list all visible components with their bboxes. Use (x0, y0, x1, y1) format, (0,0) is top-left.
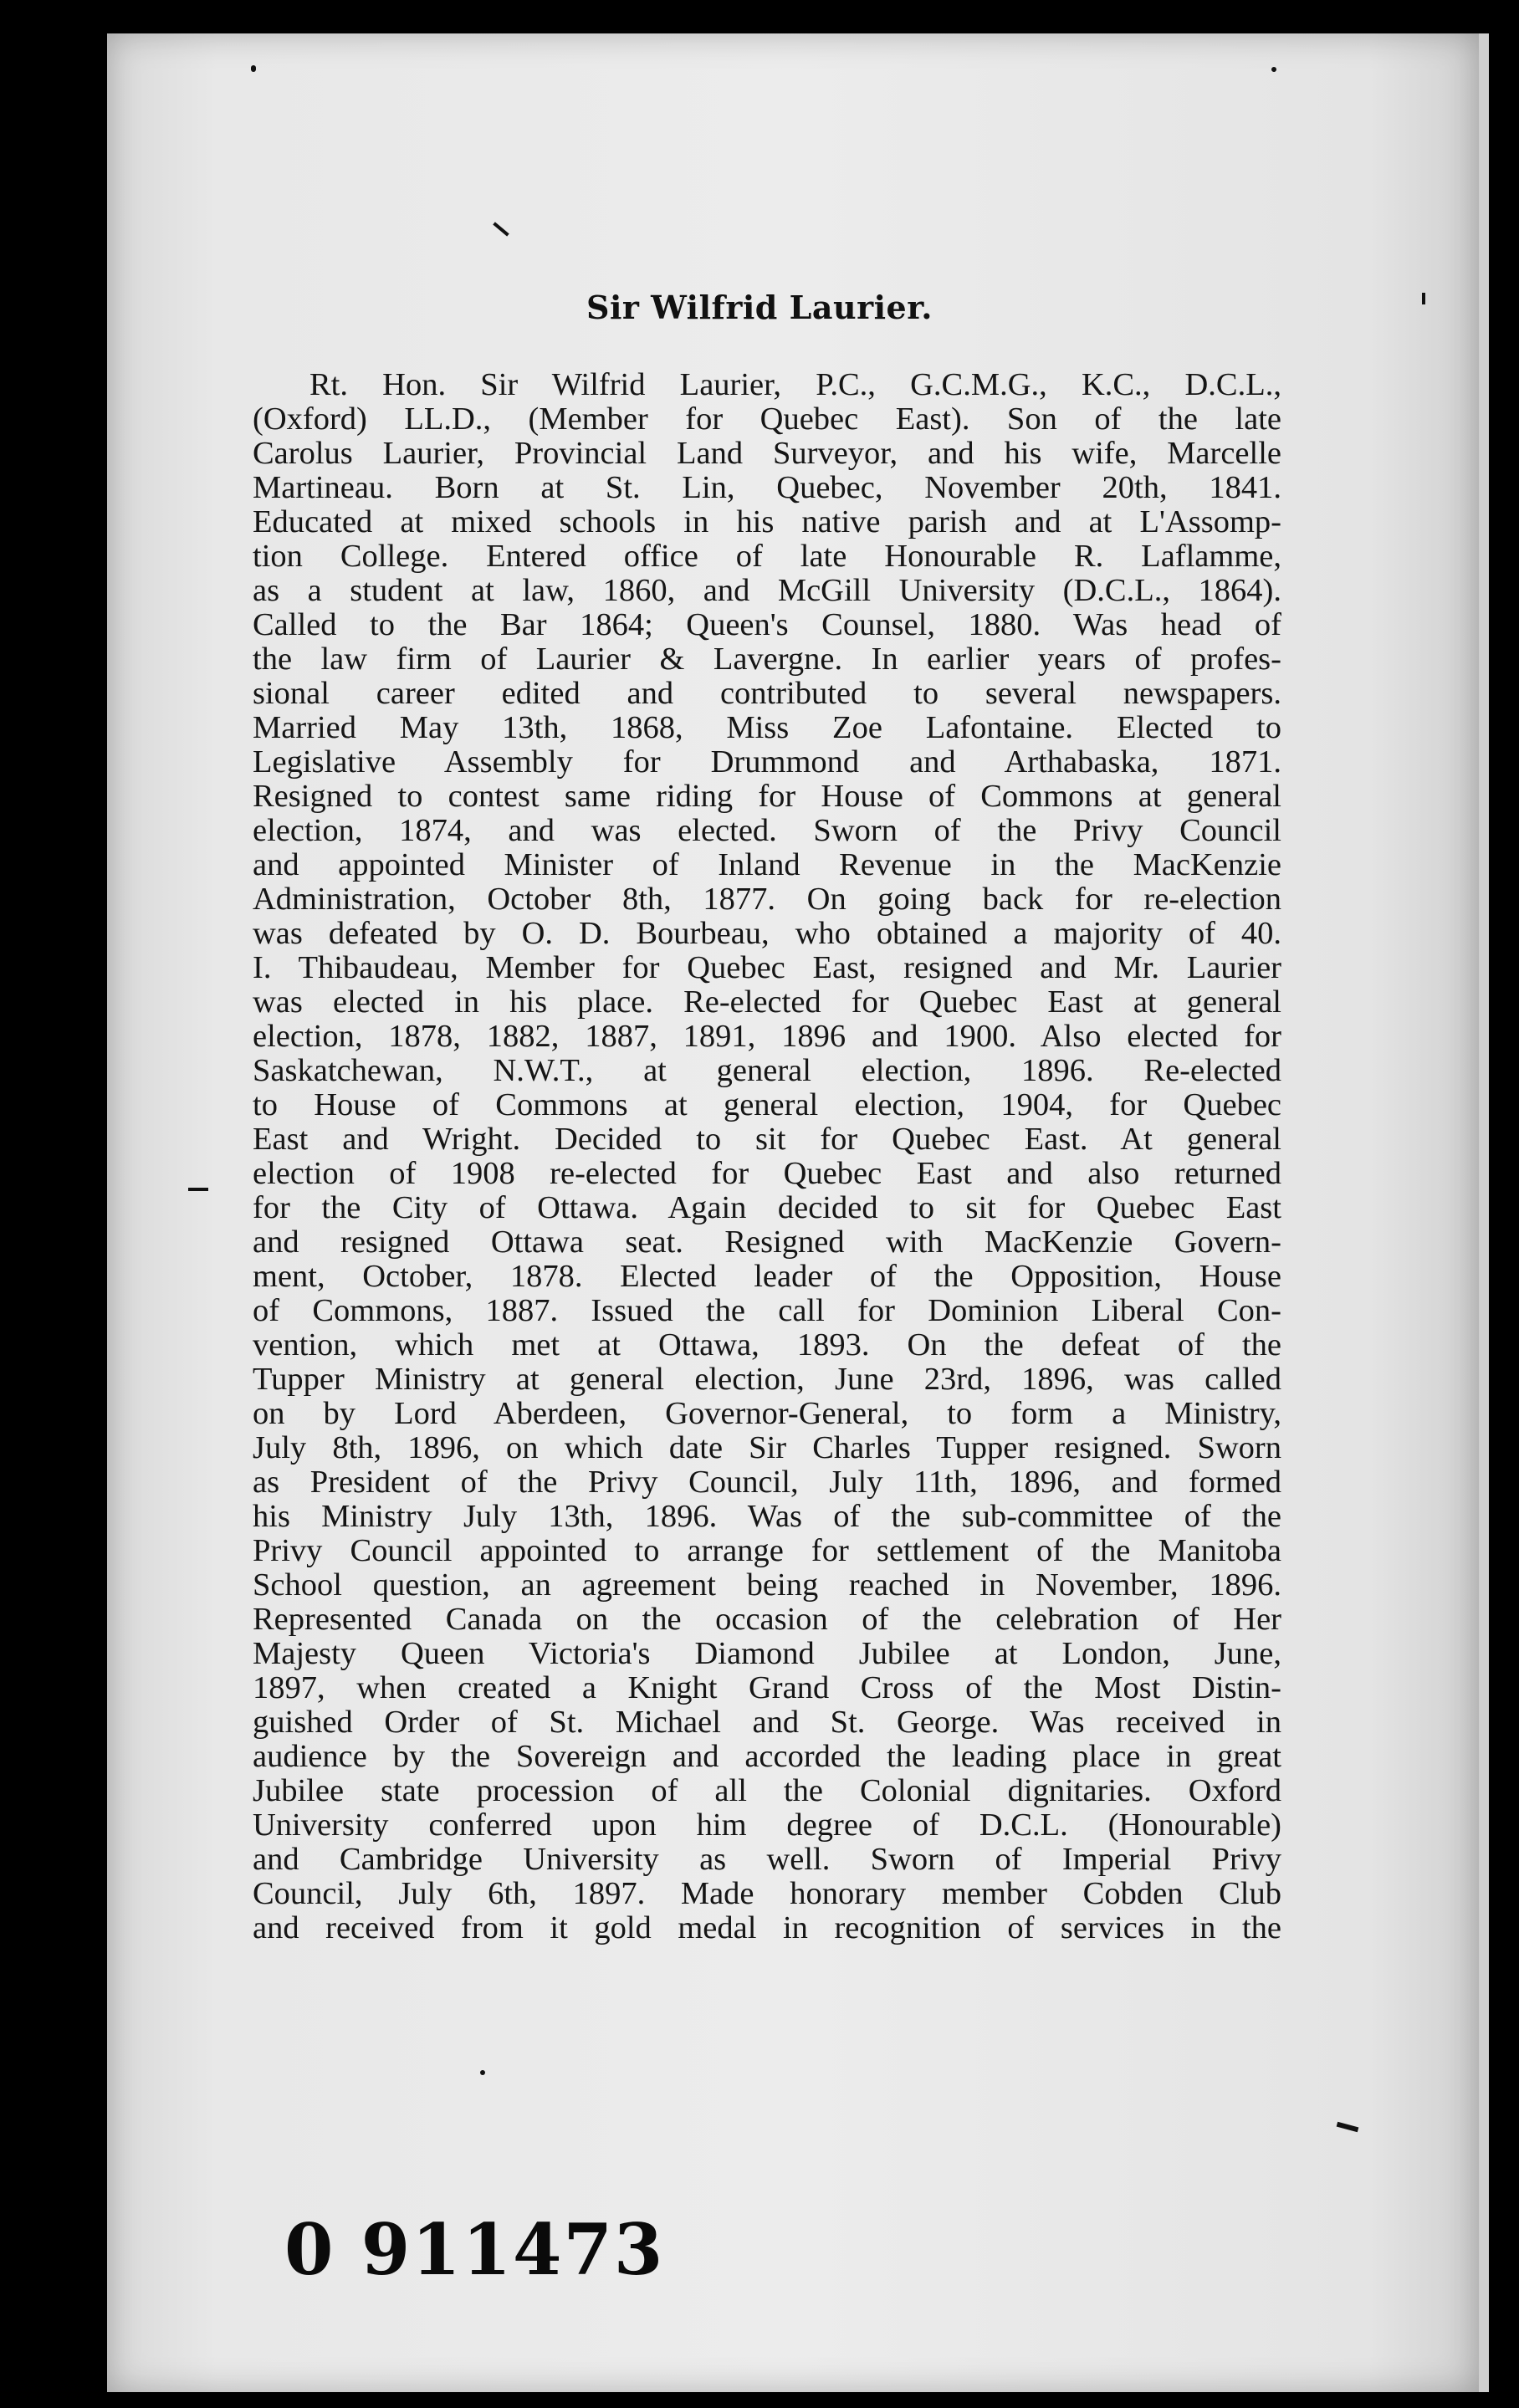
text-line: Called to the Bar 1864; Queen's Counsel, 1880. Was head of (253, 607, 1281, 642)
text-line: the law firm of Laurier & Lavergne. In earlier years of profes- (253, 642, 1281, 677)
text-line: Martineau. Born at St. Lin, Quebec, November 20th, 1841. (253, 470, 1281, 505)
text-line: Majesty Queen Victoria's Diamond Jubilee at London, June, (253, 1636, 1281, 1671)
text-line: School question, an agreement being reached in November, 1896. (253, 1567, 1281, 1603)
text-line: and received from it gold medal in recognition of services in the (253, 1910, 1281, 1945)
text-line: Administration, October 8th, 1877. On going back for re-election (253, 882, 1281, 917)
text-line: Educated at mixed schools in his native parish and at L'Assomp- (253, 504, 1281, 539)
text-line: (Oxford) LL.D., (Member for Quebec East). Son of the late (253, 401, 1281, 437)
text-line: I. Thibaudeau, Member for Quebec East, resigned and Mr. Laurier (253, 950, 1281, 985)
text-line: his Ministry July 13th, 1896. Was of the sub-committee of the (253, 1499, 1281, 1534)
text-line: Resigned to contest same riding for House of Commons at general (253, 779, 1281, 814)
text-line: Privy Council appointed to arrange for settlement of the Manitoba (253, 1533, 1281, 1568)
text-line: ment, October, 1878. Elected leader of the Opposition, House (253, 1259, 1281, 1294)
text-line: election, 1874, and was elected. Sworn of the Privy Council (253, 813, 1281, 848)
text-line: Council, July 6th, 1897. Made honorary member Cobden Club (253, 1876, 1281, 1911)
text-line: tion College. Entered office of late Honourable R. Laflamme, (253, 539, 1281, 574)
biography-paragraph (253, 368, 1281, 1945)
text-line: Legislative Assembly for Drummond and Arthabaska, 1871. (253, 744, 1281, 780)
text-line: was defeated by O. D. Bourbeau, who obtained a majority of 40. (253, 916, 1281, 951)
text-line: East and Wright. Decided to sit for Quebec East. At general (253, 1122, 1281, 1157)
archive-reference-number: 0 911473 (284, 2208, 665, 2291)
text-line: Tupper Ministry at general election, June 23rd, 1896, was called (253, 1362, 1281, 1397)
text-line: Married May 13th, 1868, Miss Zoe Lafontaine. Elected to (253, 710, 1281, 745)
text-line: election, 1878, 1882, 1887, 1891, 1896 and 1900. Also elected for (253, 1019, 1281, 1054)
text-line: was elected in his place. Re-elected for Quebec East at general (253, 984, 1281, 1020)
text-line: 1897, when created a Knight Grand Cross of the Most Distin- (253, 1670, 1281, 1705)
text-line: for the City of Ottawa. Again decided to sit for Quebec East (253, 1190, 1281, 1225)
text-line: July 8th, 1896, on which date Sir Charles Tupper resigned. Sworn (253, 1430, 1281, 1465)
text-line: Saskatchewan, N.W.T., at general election, 1896. Re-elected (253, 1053, 1281, 1088)
text-line: vention, which met at Ottawa, 1893. On the defeat of the (253, 1327, 1281, 1362)
adjacent-page-edge (1479, 33, 1489, 2392)
scan-speck (1271, 67, 1276, 72)
text-line: sional career edited and contributed to several newspapers. (253, 676, 1281, 711)
text-line: on by Lord Aberdeen, Governor-General, to form a Ministry, (253, 1396, 1281, 1431)
text-line: guished Order of St. Michael and St. George. Was received in (253, 1705, 1281, 1740)
text-line: to House of Commons at general election, 1904, for Quebec (253, 1087, 1281, 1122)
text-line: Rt. Hon. Sir Wilfrid Laurier, P.C., G.C.M.G., K.C., D.C.L., (309, 367, 1281, 402)
scan-speck (251, 65, 256, 72)
scan-speck (188, 1188, 208, 1191)
text-line: as a student at law, 1860, and McGill University (D.C.L., 1864). (253, 573, 1281, 608)
document-title: Sir Wilfrid Laurier. (586, 289, 933, 326)
text-line: and Cambridge University as well. Sworn of Imperial Privy (253, 1842, 1281, 1877)
text-line: Carolus Laurier, Provincial Land Surveyor, and his wife, Marcelle (253, 436, 1281, 471)
text-line: and appointed Minister of Inland Revenue in the MacKenzie (253, 847, 1281, 882)
text-line: and resigned Ottawa seat. Resigned with MacKenzie Govern- (253, 1224, 1281, 1260)
text-line: audience by the Sovereign and accorded the leading place in great (253, 1739, 1281, 1774)
text-line: University conferred upon him degree of D.C.L. (Honourable) (253, 1807, 1281, 1843)
text-line: Represented Canada on the occasion of the celebration of Her (253, 1602, 1281, 1637)
text-line: as President of the Privy Council, July 11th, 1896, and formed (253, 1465, 1281, 1500)
text-line: of Commons, 1887. Issued the call for Dominion Liberal Con- (253, 1293, 1281, 1328)
scan-speck (480, 2070, 485, 2075)
text-line: election of 1908 re-elected for Quebec East and also returned (253, 1156, 1281, 1191)
text-line: Jubilee state procession of all the Colonial dignitaries. Oxford (253, 1773, 1281, 1808)
